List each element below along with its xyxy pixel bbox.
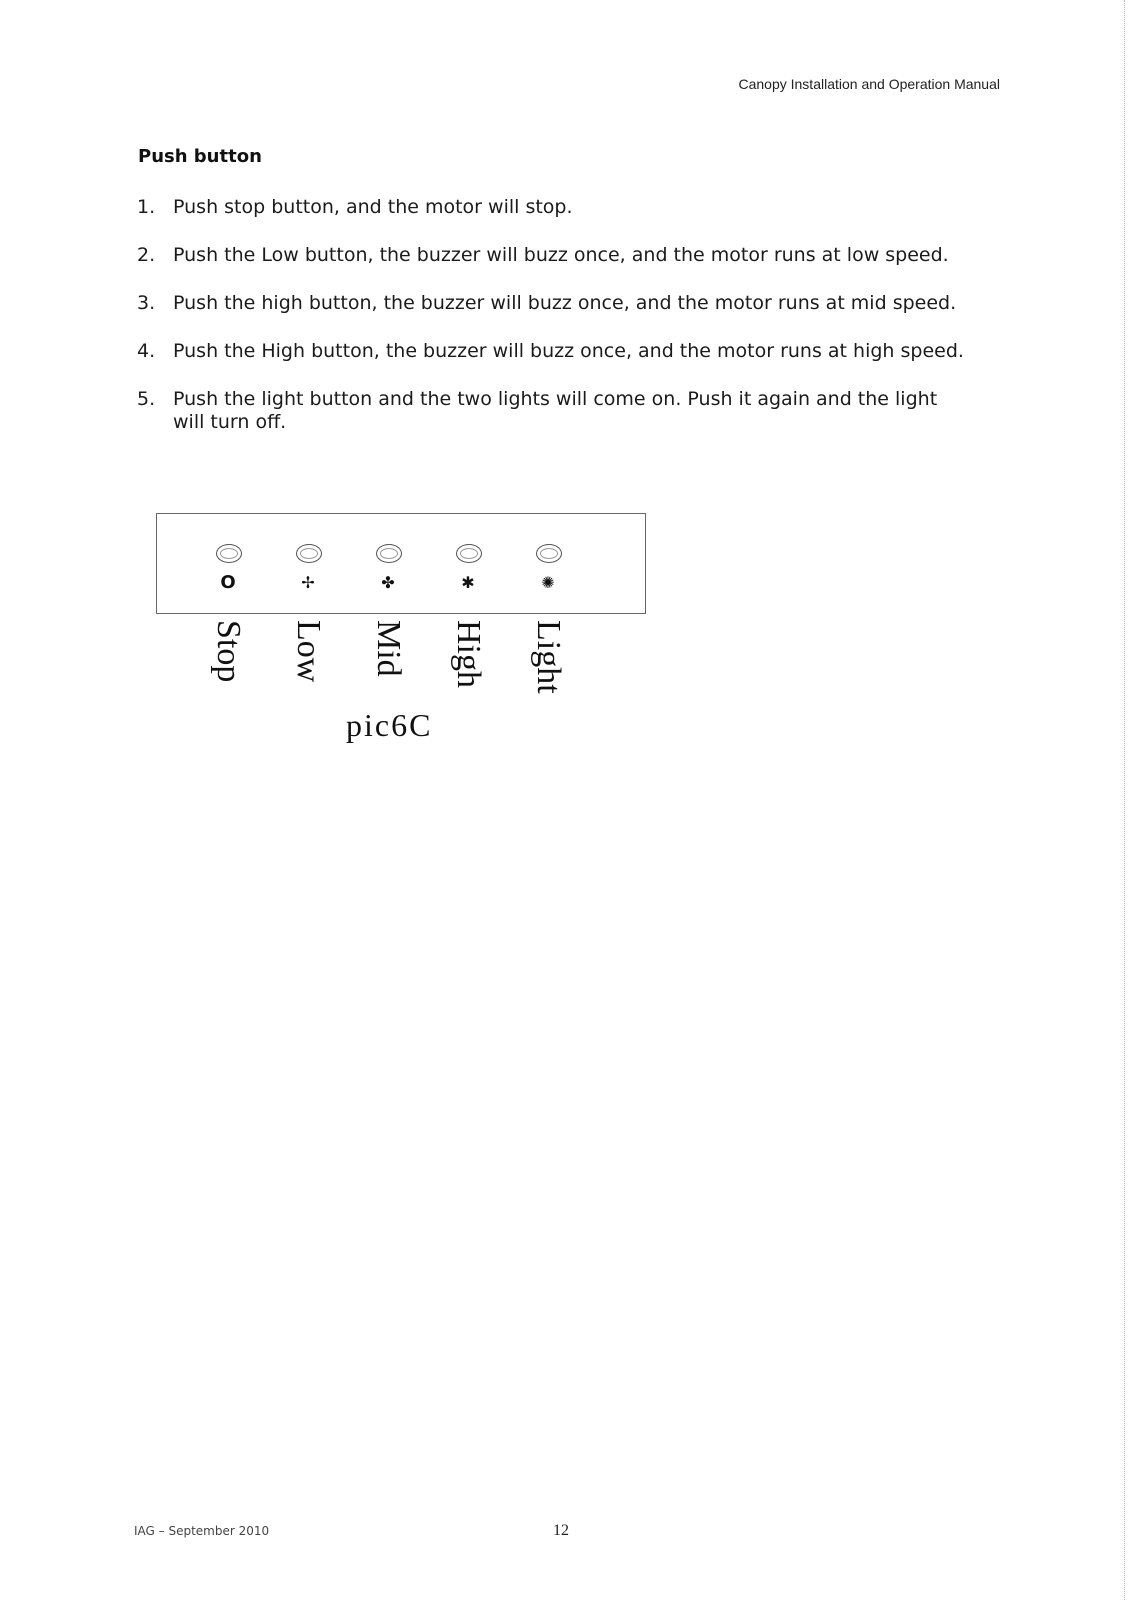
figure-caption: pic6C	[346, 707, 433, 743]
fan-low-icon: ✢	[301, 573, 315, 592]
mid-button-led-icon	[376, 544, 402, 563]
list-item	[137, 340, 1017, 363]
step-number: 3.	[137, 292, 156, 314]
high-label: High	[450, 620, 487, 688]
fan-mid-icon: ✤	[381, 573, 395, 592]
fan-high-icon: ✱	[461, 573, 475, 592]
section-title: Push button	[138, 146, 262, 167]
step-text: Push the High button, the buzzer will buzz once, and the motor runs at high speed.	[173, 340, 964, 362]
step-number: 4.	[137, 340, 156, 362]
footer-date: IAG – September 2010	[134, 1524, 270, 1538]
step-number: 2.	[137, 244, 156, 266]
step-number: 1.	[137, 196, 156, 218]
low-button-led-icon	[296, 544, 322, 563]
step-text: Push the high button, the buzzer will buzz once, and the motor runs at mid speed.	[173, 292, 957, 314]
light-button-led-icon	[536, 544, 562, 563]
steps-list	[137, 196, 1017, 459]
step-text: Push the Low button, the buzzer will buzz once, and the motor runs at low speed.	[173, 244, 949, 266]
low-label: Low	[290, 620, 327, 683]
list-item	[137, 244, 1017, 267]
mid-label: Mid	[370, 620, 407, 677]
list-item	[137, 292, 1017, 315]
step-text: Push the light button and the two lights will come on. Push it again and the light will turn off.	[173, 388, 938, 433]
page-edge-line	[1124, 0, 1127, 1600]
step-number: 5.	[137, 388, 156, 410]
stop-button-led-icon	[216, 544, 242, 563]
header-title: Canopy Installation and Operation Manual	[738, 76, 1000, 92]
light-label: Light	[530, 620, 567, 694]
high-button-led-icon	[456, 544, 482, 563]
control-panel-diagram	[156, 513, 646, 614]
list-item	[137, 388, 1017, 434]
stop-label: Stop	[210, 620, 247, 683]
stop-icon: O	[220, 572, 236, 593]
step-text: Push stop button, and the motor will stop.	[173, 196, 573, 218]
list-item	[137, 196, 1017, 219]
light-icon: ✺	[541, 573, 555, 592]
page-number: 12	[553, 1522, 569, 1539]
